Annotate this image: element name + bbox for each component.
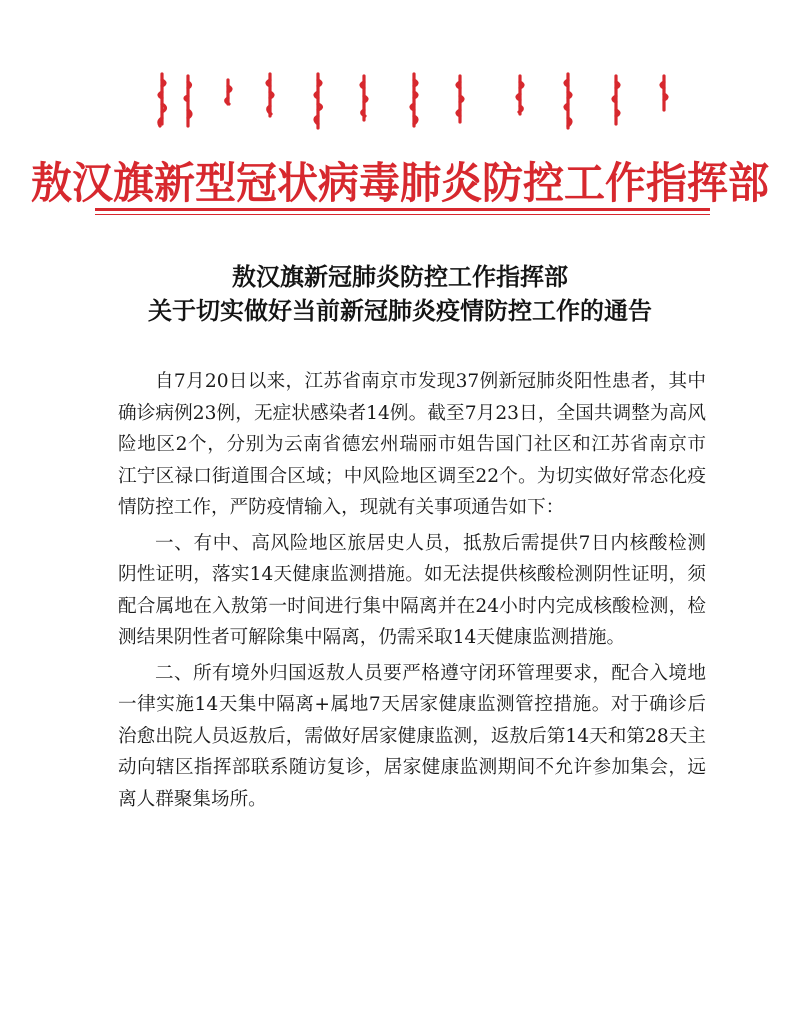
mongolian-script-logo	[150, 70, 690, 132]
organization-title: 敖汉旗新型冠状病毒肺炎防控工作指挥部	[31, 157, 769, 209]
notice-body	[118, 366, 706, 815]
mongolian-script-banner	[150, 70, 690, 132]
body-paragraph-item-2: 二、所有境外归国返敖人员要严格遵守闭环管理要求，配合入境地一律实施14天集中隔离+属地7天居家健康监测管控措施。对于确诊后治愈出院人员返敖后，需做好居家健康监测，返敖后第14天和第28天主动向辖区指挥部联系随访复诊，居家健康监测期间不允许参加集会，远离人群聚集场所。	[118, 662, 706, 810]
notice-title-line1: 敖汉旗新冠肺炎防控工作指挥部	[232, 262, 568, 291]
red-divider-thick	[95, 208, 710, 211]
body-paragraph-intro: 自7月20日以来，江苏省南京市发现37例新冠肺炎阳性患者，其中确诊病例23例，无症状感染者14例。截至7月23日，全国共调整为高风险地区2个，分别为云南省德宏州瑞丽市姐告国门社区和江苏省南京市江宁区禄口街道围合区域；中风险地区调至22个。为切实做好常态化疫情防控工作，严防疫情输入，现就有关事项通告如下：	[118, 371, 706, 518]
notice-title-line2: 关于切实做好当前新冠肺炎疫情防控工作的通告	[148, 296, 652, 325]
red-divider-thin	[95, 214, 710, 215]
body-paragraph-item-1: 一、有中、高风险地区旅居史人员，抵敖后需提供7日内核酸检测阴性证明，落实14天健康监测措施。如无法提供核酸检测阴性证明，须配合属地在入敖第一时间进行集中隔离并在24小时内完成核酸检测，检测结果阴性者可解除集中隔离，仍需采取14天健康监测措施。	[118, 532, 706, 648]
